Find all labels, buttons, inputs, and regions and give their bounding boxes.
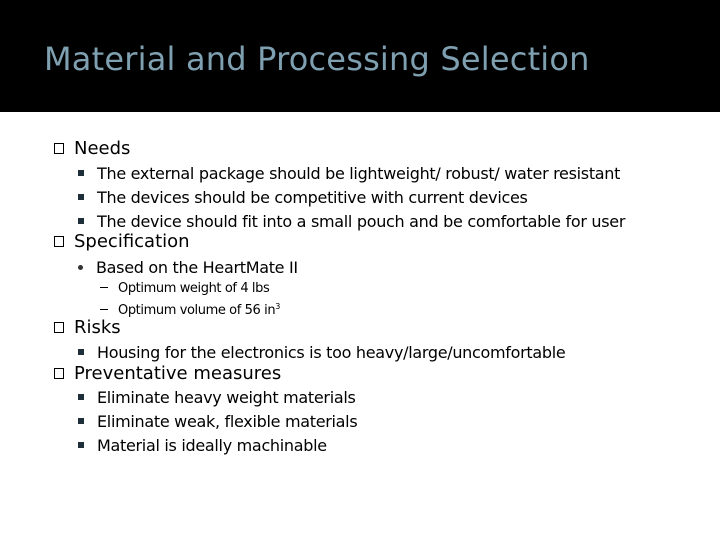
- heading-label: Preventative measures: [74, 363, 282, 384]
- dash-bullet-icon: [100, 287, 108, 288]
- slide-title: Material and Processing Selection: [44, 40, 590, 78]
- title-bar: [0, 0, 720, 112]
- sub-list-item: [100, 302, 280, 318]
- square-bullet-icon: [78, 170, 84, 176]
- list-item: [78, 188, 528, 207]
- list-item-text: Eliminate weak, flexible materials: [97, 412, 358, 431]
- list-item-text: Eliminate heavy weight materials: [97, 388, 356, 407]
- heading-label: Needs: [74, 138, 131, 159]
- dot-bullet-icon: [78, 265, 83, 270]
- list-item: [78, 388, 356, 407]
- list-item: [78, 412, 357, 431]
- square-bullet-icon: [78, 194, 84, 200]
- square-bullet-icon: [78, 218, 84, 224]
- square-bullet-icon: [78, 394, 84, 400]
- superscript-exponent: 3: [275, 302, 280, 311]
- list-item-text: The devices should be competitive with current devices: [97, 188, 528, 207]
- list-item-text: The external package should be lightweight/ robust/ water resistant: [97, 164, 621, 183]
- list-item-text: Based on the HeartMate II: [96, 258, 298, 277]
- list-item-text: The device should fit into a small pouch and be comfortable for user: [97, 212, 626, 231]
- box-bullet-icon: [54, 368, 64, 379]
- list-item: [78, 343, 565, 362]
- list-item: [78, 164, 620, 183]
- heading-label: Specification: [74, 231, 190, 252]
- list-item: [78, 436, 327, 455]
- sub-list-item-text: Optimum weight of 4 lbs: [118, 281, 270, 296]
- heading-risks: [54, 317, 121, 338]
- square-bullet-icon: [78, 418, 84, 424]
- sub-list-item-text: Optimum volume of 56 in: [118, 303, 276, 318]
- square-bullet-icon: [78, 349, 84, 355]
- heading-preventative-measures: [54, 363, 281, 384]
- list-item-text: Housing for the electronics is too heavy/large/uncomfortable: [97, 343, 566, 362]
- heading-specification: [54, 231, 190, 252]
- box-bullet-icon: [54, 143, 64, 154]
- list-item-text: Material is ideally machinable: [97, 436, 327, 455]
- box-bullet-icon: [54, 236, 64, 247]
- heading-label: Risks: [74, 317, 121, 338]
- box-bullet-icon: [54, 322, 64, 333]
- dash-bullet-icon: [100, 309, 108, 310]
- list-item: [78, 212, 625, 231]
- heading-needs: [54, 138, 130, 159]
- list-item: [78, 258, 298, 277]
- sub-list-item: [100, 281, 269, 296]
- square-bullet-icon: [78, 442, 84, 448]
